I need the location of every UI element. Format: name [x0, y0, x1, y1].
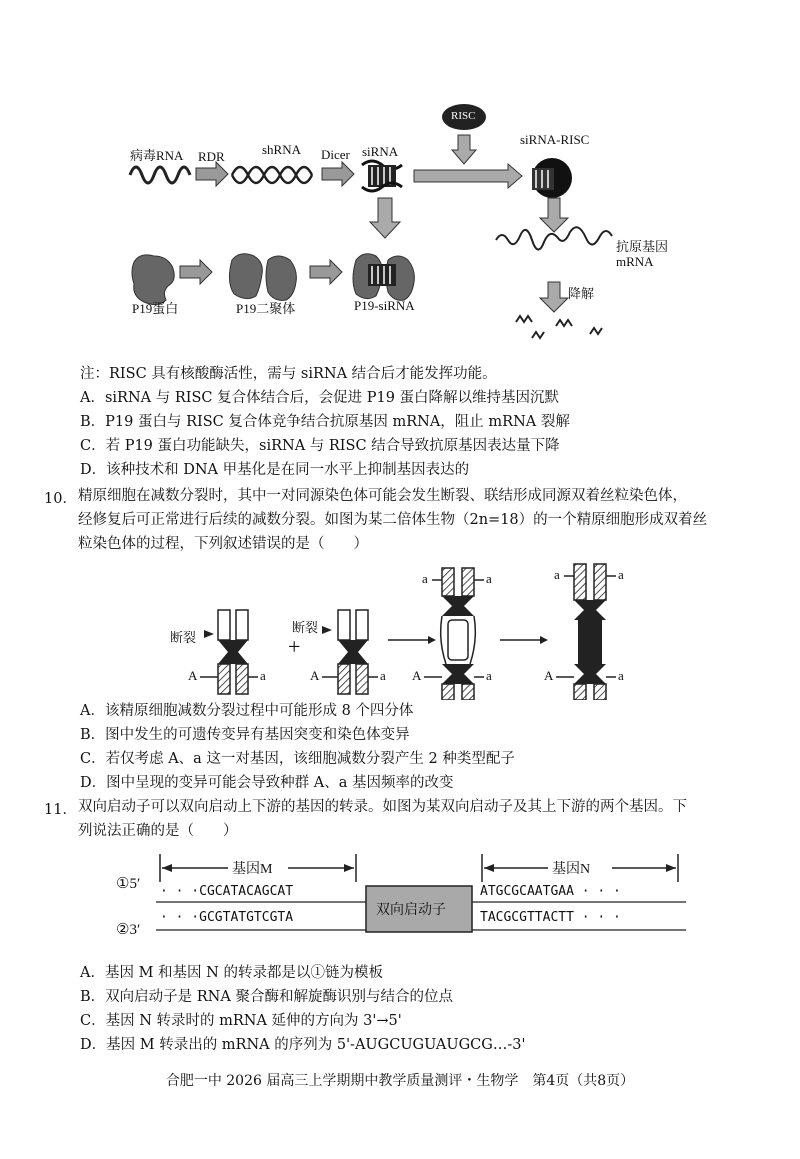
label-a-2: a: [380, 668, 386, 683]
label-p19: P19蛋白: [132, 301, 179, 316]
label-strand-1: ①5′: [116, 876, 141, 892]
arrow-sirna-risc-down: [540, 198, 568, 232]
arrow-degrade: [540, 282, 568, 312]
virus-rna-wave: [130, 167, 190, 183]
label-a-8: a: [618, 668, 624, 683]
arrow-2-head: [540, 636, 548, 644]
label-A-2: A: [310, 668, 320, 683]
label-a-7: a: [618, 567, 624, 582]
label-p19-sirna: P19-siRNA: [354, 298, 415, 313]
label-promoter: 双向启动子: [376, 903, 446, 918]
label-a-6: a: [554, 567, 560, 582]
q9-option-d: D．该种技术和 DNA 甲基化是在同一水平上抑制基因表达的: [80, 462, 470, 478]
seq-n-bottom: TACGCGTTACTT · · ·: [480, 910, 621, 925]
arrow-to-risc: [414, 164, 522, 188]
arrow-risc-down: [452, 135, 476, 164]
label-a-5: a: [486, 668, 492, 683]
q11-option-c: C．基因 N 转录时的 mRNA 延伸的方向为 3'→5': [80, 1013, 402, 1029]
q10-option-a: A．该精原细胞减数分裂过程中可能形成 8 个四分体: [80, 703, 414, 719]
label-A-3: A: [412, 668, 422, 683]
label-degrade: 降解: [568, 286, 595, 301]
label-sirna: siRNA: [362, 144, 399, 159]
label-gene-m: 基因M: [232, 862, 273, 877]
q10-option-b: B．图中发生的可遗传变异有基因突变和染色体变异: [80, 727, 410, 743]
label-break-2: 断裂: [292, 620, 319, 635]
q11-stem-line-1: 双向启动子可以双向启动上下游的基因的转录。如图为某双向启动子及其上下游的两个基因。下: [78, 799, 687, 815]
q10-stem-line-2: 经修复后可正常进行后续的减数分裂。如图为某二倍体生物（2n=18）的一个精原细胞形成双着丝: [78, 512, 708, 528]
fragment-3: [556, 320, 572, 326]
chromosome-3: [424, 568, 484, 700]
label-dicer: Dicer: [321, 147, 350, 162]
q9-option-b: B．P19 蛋白与 RISC 复合体竞争结合抗原基因 mRNA，阻止 mRNA 裂解: [80, 414, 570, 430]
q11-option-a: A．基因 M 和基因 N 的转录都是以①链为模板: [80, 965, 383, 981]
label-A-1: A: [188, 668, 198, 683]
arrow-dicer: [322, 162, 354, 186]
arrow-p19-dimer: [310, 260, 342, 284]
label-virus-rna: 病毒RNA: [130, 148, 184, 163]
p19-dimer-left: [229, 254, 262, 299]
label-a-4: a: [486, 571, 492, 586]
q11-stem-line-2: 列说法正确的是（ ）: [78, 823, 238, 839]
q9-option-c: C．若 P19 蛋白功能缺失，siRNA 与 RISC 结合导致抗原基因表达量下降: [80, 438, 560, 454]
chromosome-diagram: [0, 560, 800, 700]
fragment-1: [516, 316, 532, 322]
fragment-4: [590, 328, 602, 334]
q9-note: 注：RISC 具有核酸酶活性，需与 siRNA 结合后才能发挥功能。: [80, 366, 497, 382]
seq-n-top: ATGCGCAATGAA · · ·: [480, 884, 621, 899]
q11-option-d: D．基因 M 转录出的 mRNA 的序列为 5'-AUGCUGUAUGCG…-3': [80, 1037, 526, 1053]
sirna-risc-shape: [532, 158, 572, 198]
label-shrna: shRNA: [262, 142, 302, 157]
label-antigen-mrna-1: 抗原基因: [616, 239, 669, 254]
label-A-4: A: [544, 668, 554, 683]
sirna-shape: [362, 161, 402, 191]
q10-stem-line-1: 精原细胞在减数分裂时，其中一对同源染色体可能会发生断裂、联结形成同源双着丝粒染色体，: [78, 488, 687, 504]
label-a-3: a: [422, 571, 428, 586]
arrow-p19: [180, 260, 212, 284]
label-a-1: a: [260, 668, 266, 683]
q10-option-c: C．若仅考虑 A、a 这一对基因，该细胞减数分裂产生 2 种类型配子: [80, 751, 515, 767]
fragment-2: [532, 332, 544, 338]
figure-bidirectional-promoter: [0, 850, 800, 950]
figure-chromosomes: [0, 560, 800, 700]
q11-number: 11．: [44, 802, 77, 818]
q10-option-d: D．图中呈现的变异可能会导致种群 A、a 基因频率的改变: [80, 775, 454, 791]
q10-stem-line-3: 粒染色体的过程，下列叙述错误的是（ ）: [78, 536, 368, 552]
seq-m-top: · · ·CGCATACAGCAT: [160, 884, 294, 899]
arrow-rdr: [196, 162, 228, 186]
p19-dimer-right: [266, 256, 296, 300]
q10-number: 10．: [44, 491, 77, 507]
label-break-1: 断裂: [170, 630, 197, 645]
label-sirna-risc: siRNA-RISC: [520, 132, 590, 147]
arrow-sirna-down: [370, 198, 400, 238]
label-rdr: RDR: [198, 149, 225, 164]
label-risc: RISC: [451, 110, 476, 122]
label-plus: +: [288, 634, 301, 659]
label-strand-2: ②3′: [116, 922, 141, 938]
chromosome-1: [200, 610, 258, 694]
label-gene-n: 基因N: [552, 862, 591, 877]
page-footer: 合肥一中 2026 届高三上学期期中教学质量测评・生物学 第4页（共8页）: [165, 1073, 635, 1089]
q9-option-a: A．siRNA 与 RISC 复合体结合后，会促进 P19 蛋白降解以维持基因沉默: [80, 390, 560, 406]
label-antigen-mrna-2: mRNA: [616, 254, 654, 269]
label-p19-dimer: P19二聚体: [236, 301, 296, 316]
seq-m-bottom: · · ·GCGTATGTCGTA: [160, 910, 294, 925]
chromosome-2: [322, 610, 378, 694]
q11-option-b: B．双向启动子是 RNA 聚合酶和解旋酶识别与结合的位点: [80, 989, 453, 1005]
chromosome-4: [556, 564, 616, 700]
figure-rnai: [0, 0, 800, 360]
arrow-1-head: [428, 636, 436, 644]
